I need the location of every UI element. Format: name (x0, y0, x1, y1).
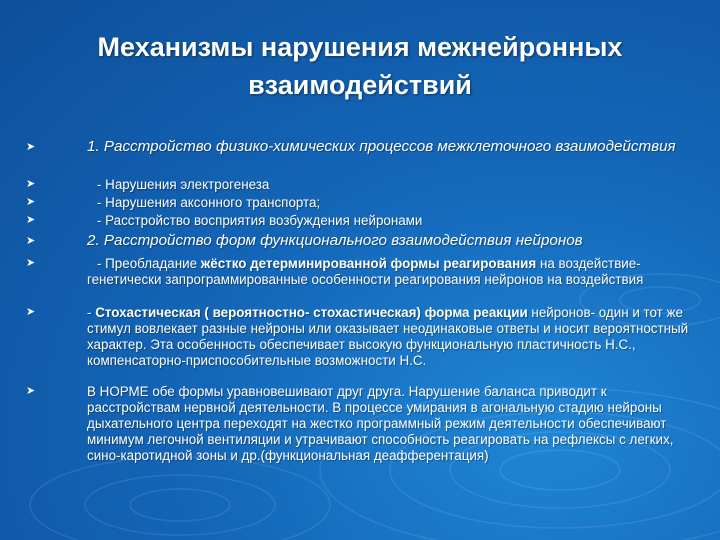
list-item-text (87, 305, 699, 369)
list-item-text: - Нарушения аксонного транспорта; (97, 195, 321, 210)
arrow-bullet-icon: ➤ (26, 195, 36, 208)
arrow-bullet-icon: ➤ (26, 256, 36, 269)
arrow-bullet-icon: ➤ (26, 305, 36, 318)
list-item-text: - Нарушения электрогенеза (97, 177, 270, 192)
emphasis-text: жёстко детерминированной формы реагирования (200, 256, 537, 271)
arrow-bullet-icon: ➤ (26, 234, 36, 247)
slide-title: Механизмы нарушения межнейронных взаимодействий (97, 32, 623, 100)
list-item-text: В НОРМЕ обе формы уравновешивают друг друга. Нарушение баланса приводит к расстройствам нервной деятельности. В процессе умирания в агональную стадию нейроны дыхательного центра переходят на жестко программный режим деятельности обеспечивают минимум легочной вентиляции и утрачивают способность реагировать на рефлексы с легких, сино-каротидной зоны и др.(функциональная деафферентация) (87, 384, 674, 463)
text-run: нейронов- один и тот же стимул вовлекает разные нейроны или оказывает неодинаковые ответы и носит вероятностный характер. Эта особенность обеспечивает высокую функциональную пластичность Н.С., компенсаторно-приспособительные возможности Н.С. (87, 305, 689, 368)
list-item-text (87, 256, 699, 288)
list-item-text: - Расстройство восприятия возбуждения нейронами (97, 213, 423, 228)
arrow-bullet-icon: ➤ (26, 384, 36, 397)
section-heading: 2. Расстройство форм функционального взаимодействия нейронов (87, 232, 583, 249)
arrow-bullet-icon: ➤ (26, 140, 36, 153)
arrow-bullet-icon: ➤ (26, 213, 36, 226)
text-run: на воздействие- генетически запрограммированные особенности реагирования нейронов на воздействия (87, 256, 644, 287)
section-heading: 1. Расстройство физико-химических процессов межклеточного взаимодействия (87, 138, 676, 155)
emphasis-text: Стохастическая ( вероятностно- стохастическая) форма реакции (95, 305, 528, 320)
text-run: - (87, 305, 96, 320)
text-run: - Преобладание (97, 256, 201, 271)
arrow-bullet-icon: ➤ (26, 177, 36, 190)
